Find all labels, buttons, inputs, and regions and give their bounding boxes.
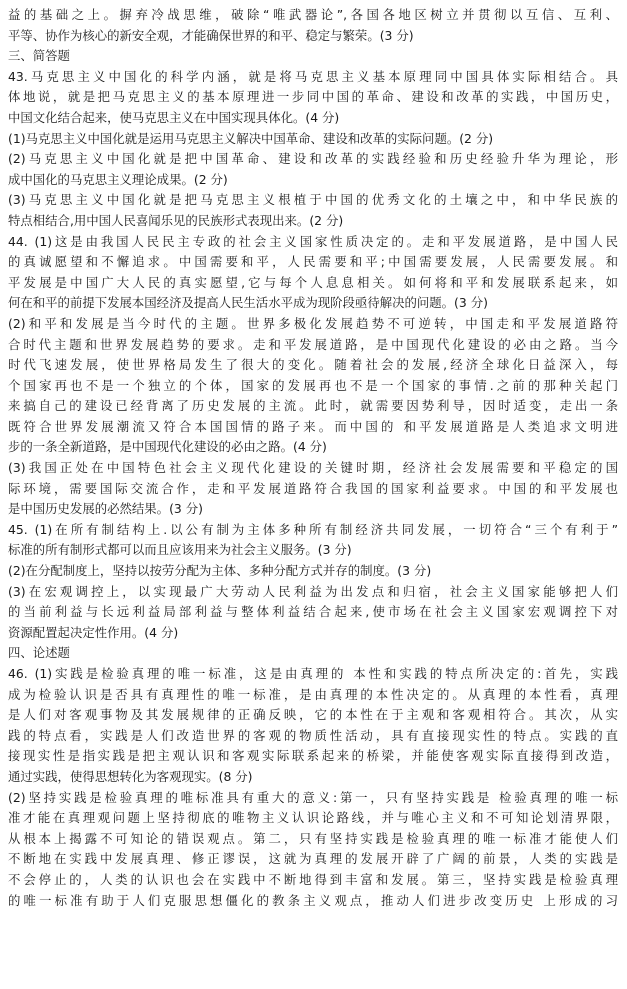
text-line: 不断地在实践中发展真理、修正谬误，这就为真理的发展开辟了广阔的前景，人类的实践是 [8,851,618,867]
text-line: 成中国化的马克思主义理论成果。(2 分) [8,171,228,187]
text-line: 标准的所有制形式都可以而且应该用来为社会主义服务。(3 分) [8,542,352,558]
text-line: 是中国历史发展的必然结果。(3 分) [8,501,203,517]
text-line: 46. (1)实践是检验真理的唯一标准，这是由真理的 本性和实践的特点所决定的:首先，实践 [8,666,618,681]
text-line: 中国文化结合起来，使马克思主义在中国实现具体化。(4 分) [8,109,340,125]
text-line: 来搞自己的建设已经背离了历史发展的主流。此时，就需要因势利导，因时适变，走出一条 [8,398,618,414]
text-line: 45. (1)在所有制结构上.以公有制为主体多种所有制经济共同发展，一切符合“三个有利于” [8,521,618,537]
text-line: 步的一条全新道路，是中国现代化建设的必由之路。(4 分) [8,439,327,455]
text-line: 时代飞速发展，使世界格局发生了很大的变化。随着社会的发展,经济全球化日益深入，每 [8,357,618,373]
text-line: 践的特点看，实践是人们改造世界的客观的物质性活动，具有直接现实性的特点。实践的直 [8,727,618,743]
text-line: 平等、协作为核心的新安全观，才能确保世界的和平、稳定与繁荣。(3 分) [8,27,414,43]
text-line: (3)马克思主义中国化就是把马克思主义根植于中国的优秀文化的土壤之中，和中华民族的 [8,192,618,208]
text-line: 的真诚愿望和不懈追求。中国需要和平，人民需要和平;中国需要发展，人民需要发展。和 [8,254,618,270]
text-line: 通过实践，使得思想转化为客观现实。(8 分) [8,768,253,784]
text-line: 特点相结合,用中国人民喜闻乐见的民族形式表现出来。(2 分) [8,212,344,228]
text-line: 既符合世界发展潮流又符合本国国情的路子来。而中国的 和平发展道路是人类追求文明进 [8,418,618,434]
text-line: (2)在分配制度上，坚持以按劳分配为主体、多种分配方式并存的制度。(3 分) [8,563,432,579]
text-line: (2)和平和发展是当今时代的主题。世界多极化发展趋势不可逆转，中国走和平发展道路符 [8,315,618,331]
text-line: 成为检验认识是否具有真理性的唯一标准，是由真理的本性决定的。从真理的本性看，真理 [8,686,618,702]
text-line: 平发展是中国广大人民的真实愿望,它与每个人息息相关。如何将和平和发展联系起来，如 [8,274,618,290]
text-line: 体地说，就是把马克思主义的基本原理进一步同中国的革命、建设和改革的实践，中国历史， [8,89,618,105]
text-line: 的唯一标准有助于人们克服思想僵化的教条主义观点，推动人们进步改变历史 上形成的习 [8,892,618,908]
text-line: 43.马克思主义中国化的科学内涵，就是将马克思主义基本原理同中国具体实际相结合。具 [8,68,618,84]
text-line: 44. (1)这是由我国人民民主专政的社会主义国家性质决定的。走和平发展道路，是中国人民 [8,233,618,249]
text-line: (2)坚持实践是检验真理的唯标准具有重大的意义:第一，只有坚持实践是 检验真理的唯一标 [8,789,618,805]
text-line: 益的基础之上。摒弃冷战思维，破除“唯武器论”,各国各地区树立并贯彻以互信、互利、 [8,7,618,22]
text-line: 的当前利益与长远利益局部利益与整体利益结合起来,使市场在社会主义国家宏观调控下对 [8,604,618,620]
answer-text-block [8,5,618,911]
text-line: (2)马克思主义中国化就是把中国革命、建设和改革的实践经验和历史经验升华为理论，形 [8,151,618,167]
text-line: 是人们对客观事物及其发展规律的正确反映，它的本性在于主观和客观相符合。其次，从实 [8,707,618,723]
section-heading: 四、论述题 [8,645,70,661]
text-line: 个国家再也不是一个独立的个体，国家的发展再也不是一个国家的事情.之前的那种关起门 [8,377,618,393]
text-line: 何在和平的前提下发展本国经济及提高人民生活水平成为现阶段亟待解决的问题。(3 分) [8,295,488,311]
text-line: 从根本上揭露不可知论的错误观点。第二，只有坚持实践是检验真理的唯一标准才能使人们 [8,830,618,846]
text-line: 接现实性是指实践是把主观认识和客观实际联系起来的桥梁，并能使客观实际直接得到改造， [8,748,618,764]
text-line: 不会停止的，人类的认识也会在实践中不断地得到丰富和发展。第三，坚持实践是检验真理 [8,871,618,887]
text-line: (1)马克思主义中国化就是运用马克思主义解决中国革命、建设和改革的实际问题。(2 分) [8,130,494,146]
text-line: 准才能在真理观问题上坚持彻底的唯物主义认识论路线，并与唯心主义和不可知论划清界限， [8,810,618,826]
text-line: (3)在宏观调控上，以实现最广大劳动人民利益为出发点和归宿，社会主义国家能够把人们 [8,583,618,599]
text-line: 合时代主题和世界发展趋势的要求。走和平发展道路，是中国现代化建设的必由之路。当今 [8,336,618,352]
text-line: 际环境，需要国际交流合作，走和平发展道路符合我国的国家利益要求。中国的和平发展也 [8,480,618,496]
text-line: (3)我国正处在中国特色社会主义现代化建设的关键时期，经济社会发展需要和平稳定的国 [8,460,618,476]
text-line: 资源配置起决定性作用。(4 分) [8,624,179,640]
section-heading: 三、简答题 [8,48,70,64]
